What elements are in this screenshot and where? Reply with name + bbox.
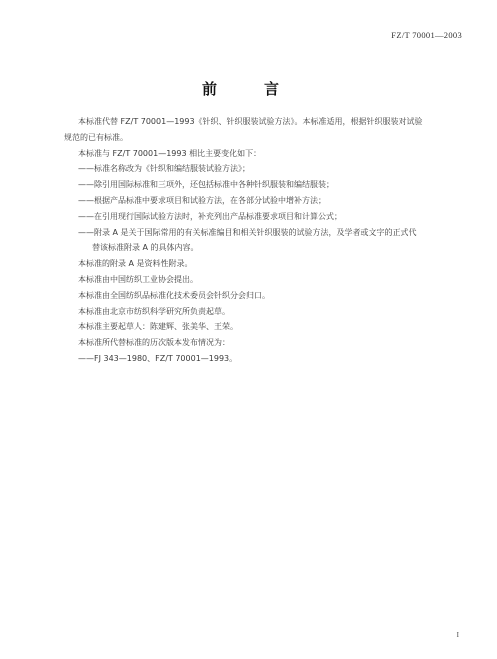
change-item: ——标准名称改为《针织和编结服装试验方法》； <box>78 164 250 174</box>
change-item-continuation: 替该标准附录 A 的具体内容。 <box>92 243 199 253</box>
change-item: ——除引用国际标准和三项外，还包括标准中各种针织服装和编结服装； <box>78 180 334 190</box>
history-versions: ——FJ 343—1980、FZ/T 70001—1993。 <box>78 353 238 363</box>
changes-list <box>64 161 464 256</box>
closing-line-authors: 本标准主要起草人：陈建辉、张美华、王荣。 <box>78 322 238 332</box>
changes-intro: 本标准与 FZ/T 70001—1993 相比主要变化如下： <box>78 148 262 158</box>
change-item: ——在引用现行国际试验方法时，补充列出产品标准要求项目和计算公式； <box>78 211 342 221</box>
page-number: I <box>456 631 459 639</box>
foreword-body <box>64 114 464 367</box>
closing-line-history-intro: 本标准所代替标准的历次版本发布情况为： <box>78 338 230 348</box>
standard-code: FZ/T 70001—2003 <box>391 30 462 40</box>
closing-line-drafter: 本标准由北京市纺织科学研究所负责起草。 <box>78 306 230 316</box>
closing-line-proposer: 本标准由中国纺织工业协会提出。 <box>78 274 198 284</box>
change-item: ——附录 A 是关于国际常用的有关标准编目和相关针织服装的试验方法，及学者或文字的正式代 <box>78 227 417 237</box>
intro-line-1: 本标准代替 FZ/T 70001—1993《针织、针织服装试验方法》。本标准适用，根据针织服装对试验 <box>78 117 423 126</box>
page-title: 前 言 <box>201 80 295 98</box>
closing-line-annex: 本标准的附录 A 是资料性附录。 <box>78 259 193 269</box>
change-item: ——根据产品标准中要求项目和试验方法，在各部分试验中增补方法； <box>78 195 326 205</box>
closing-line-centralized: 本标准由全国纺织品标准化技术委员会针织分会归口。 <box>78 290 270 300</box>
intro-line-2: 规范的已有标准。 <box>64 132 128 142</box>
